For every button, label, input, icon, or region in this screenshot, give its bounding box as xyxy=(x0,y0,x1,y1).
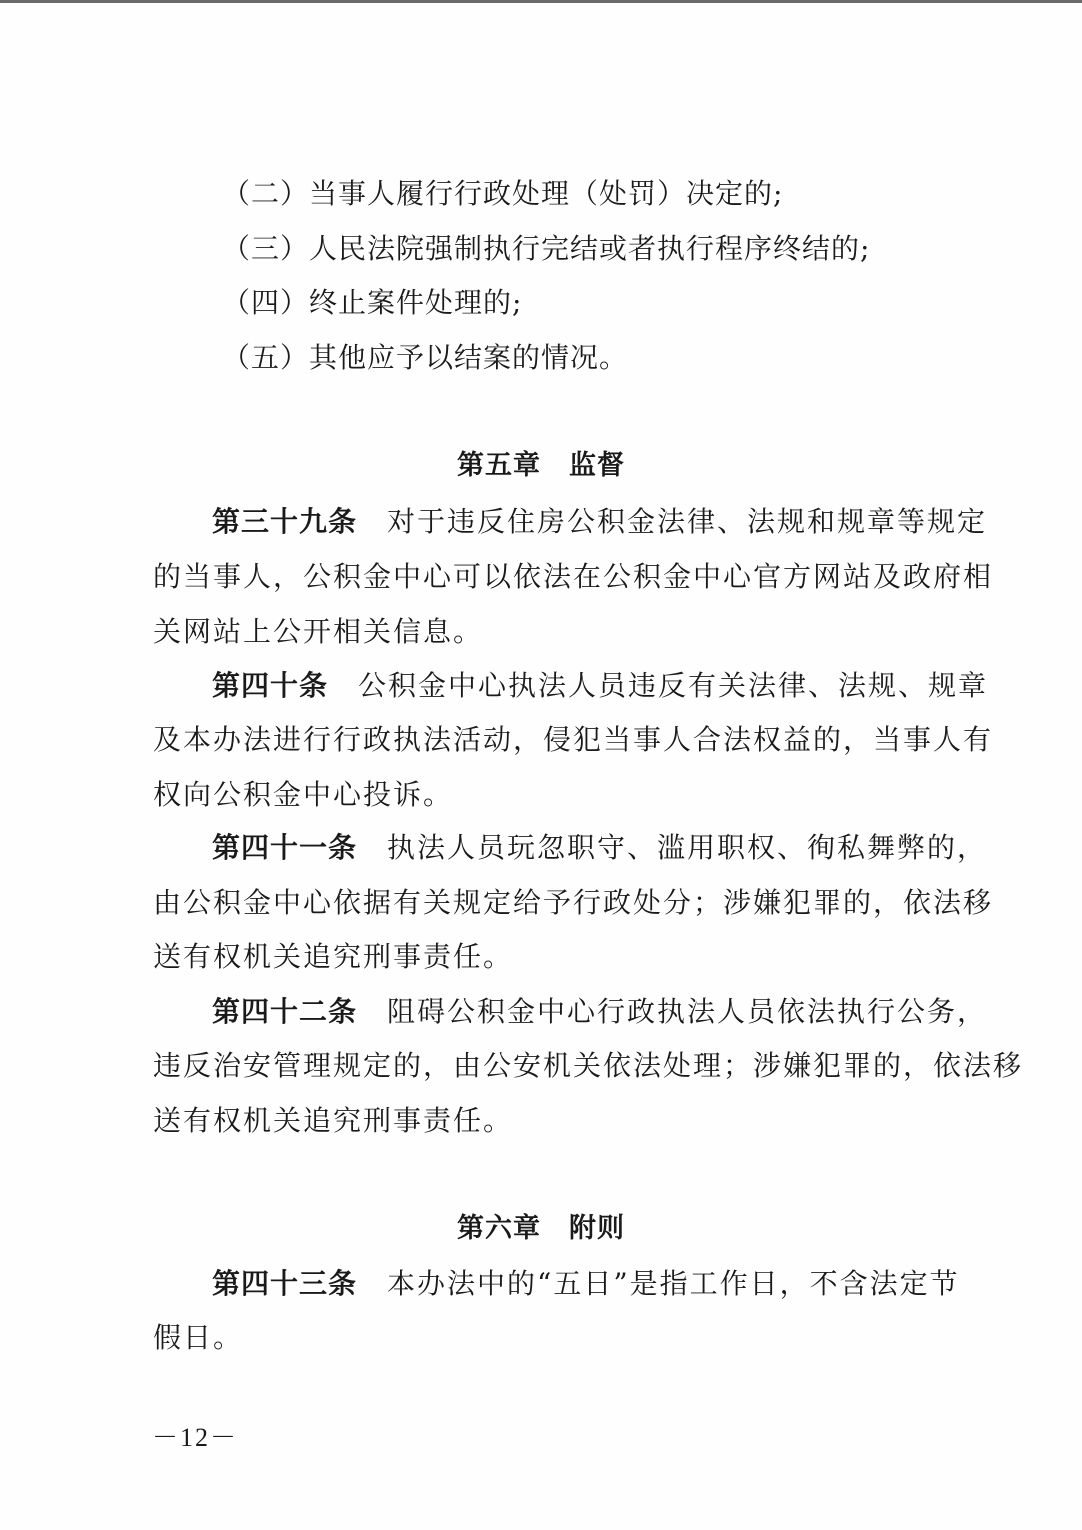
article-text: 本办法中的“五日”是指工作日，不含法定节 xyxy=(387,1267,960,1300)
article-42-line: 违反治安管理规定的，由公安机关依法处理；涉嫌犯罪的，依法移 xyxy=(153,1049,1024,1082)
chapter-heading-5 xyxy=(0,446,1082,486)
list-item: （四）终止案件处理的; xyxy=(222,286,523,319)
article-42-line: 送有权机关追究刑事责任。 xyxy=(153,1104,514,1137)
article-39-line: 的当事人，公积金中心可以依法在公积金中心官方网站及政府相 xyxy=(153,560,994,593)
page-number: －12－ xyxy=(152,1423,239,1452)
article-39-first-line xyxy=(212,502,988,542)
article-text: 执法人员玩忽职守、滥用职权、徇私舞弊的， xyxy=(387,831,988,864)
chapter-number: 第六章 xyxy=(457,1213,541,1244)
article-number: 第四十条 xyxy=(212,669,329,702)
article-40-line: 及本办法进行行政执法活动，侵犯当事人合法权益的，当事人有 xyxy=(153,723,994,756)
list-item: （五）其他应予以结案的情况。 xyxy=(222,341,629,374)
article-43-line: 假日。 xyxy=(153,1321,244,1354)
article-number: 第三十九条 xyxy=(212,505,358,538)
article-41-line: 由公积金中心依据有关规定给予行政处分；涉嫌犯罪的，依法移 xyxy=(153,886,994,919)
chapter-heading-6 xyxy=(0,1209,1082,1249)
article-42-first-line xyxy=(212,992,988,1032)
article-39-line: 关网站上公开相关信息。 xyxy=(153,615,484,648)
article-number: 第四十二条 xyxy=(212,995,358,1028)
list-item: （三）人民法院强制执行完结或者执行程序终结的; xyxy=(222,232,871,265)
article-41-first-line xyxy=(212,828,988,868)
scan-edge-divider xyxy=(0,0,1082,3)
article-number: 第四十三条 xyxy=(212,1267,358,1300)
article-41-line: 送有权机关追究刑事责任。 xyxy=(153,940,514,973)
article-40-first-line xyxy=(212,666,989,706)
article-text: 公积金中心执法人员违反有关法律、法规、规章 xyxy=(358,669,989,702)
article-40-line: 权向公积金中心投诉。 xyxy=(153,778,454,811)
article-number: 第四十一条 xyxy=(212,831,358,864)
article-text: 阻碍公积金中心行政执法人员依法执行公务， xyxy=(387,995,988,1028)
article-text: 对于违反住房公积金法律、法规和规章等规定 xyxy=(387,505,988,538)
chapter-number: 第五章 xyxy=(457,450,541,481)
article-43-first-line xyxy=(212,1264,960,1304)
chapter-title: 附则 xyxy=(569,1213,625,1244)
chapter-title: 监督 xyxy=(569,450,625,481)
list-item: （二）当事人履行行政处理（处罚）决定的; xyxy=(222,177,784,210)
